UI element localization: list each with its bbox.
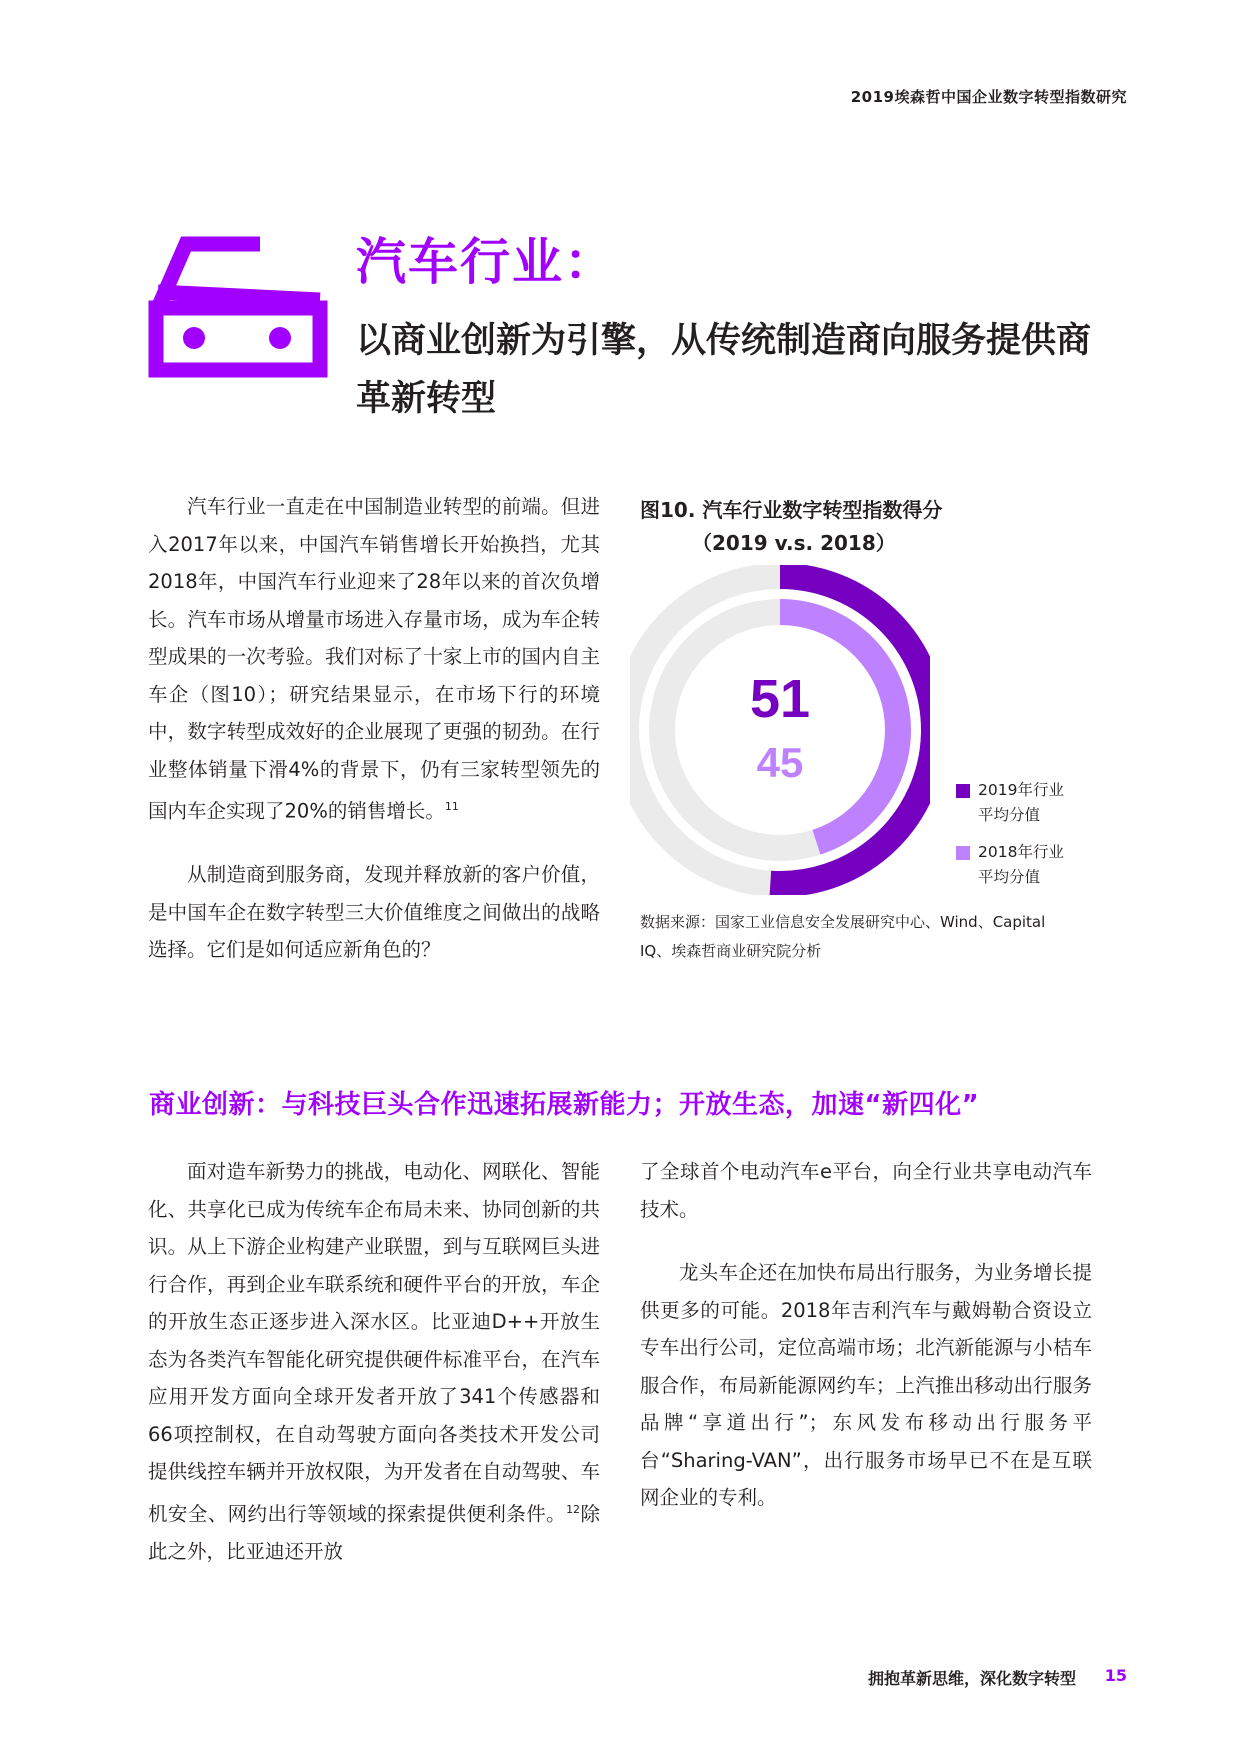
- right-column: [640, 1153, 1092, 1517]
- right-paragraph-1: 了全球首个电动汽车e平台，向全行业共享电动汽车技术。: [640, 1160, 1092, 1221]
- report-title: 2019埃森哲中国企业数字转型指数研究: [850, 88, 1127, 106]
- footnote-ref: 11: [444, 800, 459, 813]
- legend-label-2018-line1: 2018年行业: [978, 843, 1064, 861]
- donut-chart: [630, 565, 930, 895]
- intro-paragraph-2: 从制造商到服务商，发现并释放新的客户价值，是中国车企在数字转型三大价值维度之间做出的战略选择。它们是如何适应新角色的？: [148, 863, 600, 961]
- footnote-ref-12: 12: [566, 1502, 581, 1516]
- car-icon: [148, 236, 328, 378]
- legend-label-2019-line1: 2019年行业: [978, 781, 1064, 799]
- intro-text: [148, 488, 600, 969]
- section-subtitle: 以商业创新为引擎，从传统制造商向服务提供商革新转型: [356, 321, 1092, 419]
- figure-title: [640, 494, 942, 560]
- intro-paragraph-1: 汽车行业一直走在中国制造业转型的前端。但进入2017年以来，中国汽车销售增长开始换挡，尤其2018年，中国汽车行业迎来了28年以来的首次负增长。汽车市场从增量市场进入存量市场，成为车企转型成果的一次考验。我们对标了十家上市的国内自主车企（图10）；研究结果显示，在市场下行的环境中，数字转型成效好的企业展现了更强的韧劲。在行业整体销量下滑4%的背景下，仍有三家转型领先的国内车企实现了20%的销售增长。$^{11}$: [148, 495, 600, 823]
- section-title: 汽车行业：: [356, 233, 616, 291]
- legend-swatch-2018: [956, 846, 970, 860]
- legend-item-2018: [978, 840, 1064, 890]
- left-paragraph: 面对造车新势力的挑战，电动化、网联化、智能化、共享化已成为传统车企布局未来、协同创新的共识。从上下游企业构建产业联盟，到与互联网巨头进行合作，再到企业车联系统和硬件平台的开放，车企的开放生态正逐步进入深水区。比亚迪D++开放生态为各类汽车智能化研究提供硬件标准平台，在汽车应用开发方面向全球开发者开放了341个传感器和66项控制权，在自动驾驶方面向各类技术开发公司提供线控车辆并开放权限，为开发者在自动驾驶、车机安全、网约出行等领域的探索提供便利条件。$^{12}$除此之外，比亚迪还开放: [148, 1160, 600, 1563]
- right-paragraph-2: 龙头车企还在加快布局出行服务，为业务增长提供更多的可能。2018年吉利汽车与戴姆勒合资设立专车出行公司，定位高端市场；北汽新能源与小桔车服合作，布局新能源网约车；上汽推出移动出行服务品牌“享道出行”；东风发布移动出行服务平台“Sharing-VAN”，出行服务市场早已不在是互联网企业的专利。: [640, 1261, 1092, 1509]
- footer-text: 拥抱革新思维，深化数字转型: [867, 1669, 1076, 1688]
- legend-swatch-2019: [956, 784, 970, 798]
- figure-title-text: 图10. 汽车行业数字转型指数得分: [640, 498, 943, 522]
- page-number: 15: [1104, 1666, 1127, 1685]
- legend-label-2019-line2: 平均分值: [978, 806, 1041, 824]
- left-column: [148, 1153, 600, 1570]
- legend-label-2018-line2: 平均分值: [978, 868, 1041, 886]
- value-label-2019: 51: [749, 669, 811, 729]
- legend-item-2019: [978, 778, 1064, 828]
- value-label-2018: 45: [756, 739, 804, 786]
- section-heading: 商业创新：与科技巨头合作迅速拓展新能力；开放生态，加速“新四化”: [149, 1090, 980, 1120]
- figure-subtitle: （2019 v.s. 2018）: [692, 531, 896, 555]
- figure-source: 数据来源：国家工业信息安全发展研究中心、Wind、Capital IQ、埃森哲商业研究院分析: [640, 913, 1046, 960]
